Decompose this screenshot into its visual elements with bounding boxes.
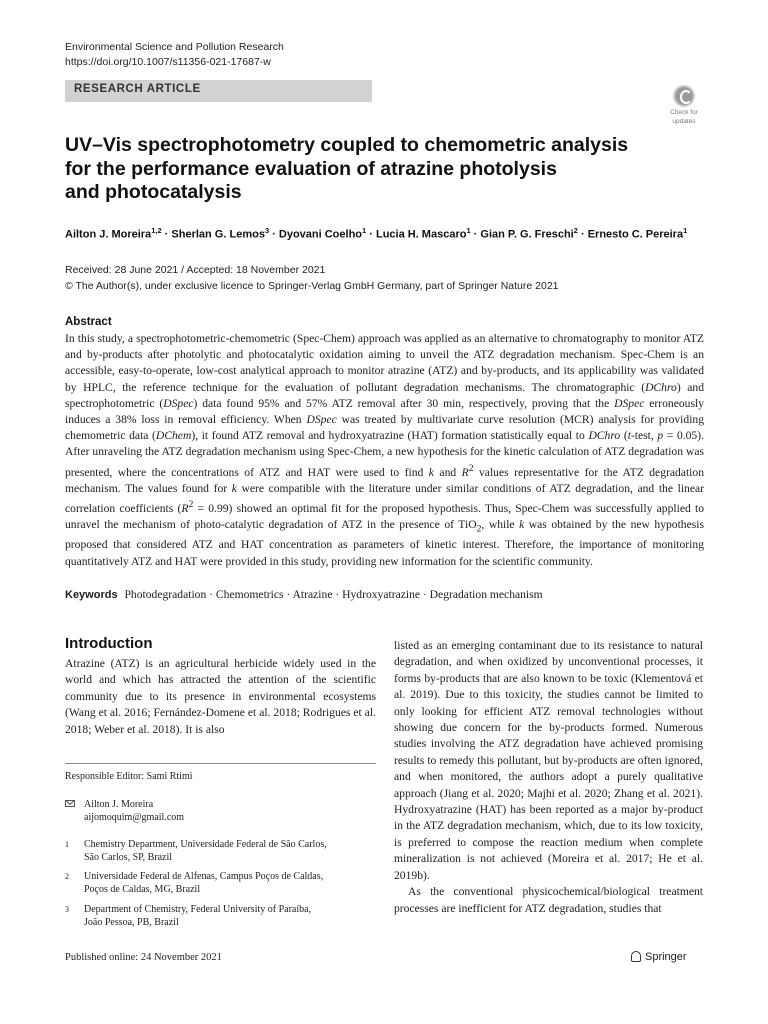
citation-link[interactable]: 2017 [626,852,650,866]
author-affiliation-mark: 3 [264,226,270,235]
italic-term: k [428,465,434,479]
italic-term: DSpec [306,413,337,427]
citation-link[interactable]: 2020 [584,786,608,800]
introduction-right-column [394,638,703,917]
affiliation-line: Department of Chemistry, Federal University of Paraíba, [84,904,312,915]
introduction-right-paragraph-2: As the conventional physicochemical/biological treatment processes are inefficient for ATZ degradation, studies that [394,885,703,915]
keywords [65,588,705,601]
introduction-heading: Introduction [65,635,153,652]
footnote-divider [65,763,376,764]
doi-link[interactable]: https://doi.org/10.1007/s11356-021-17687-w [65,56,271,68]
title-line-3: and photocatalysis [65,181,242,203]
author-name[interactable]: Ernesto C. Pereira [587,228,684,241]
affiliation-2 [65,870,376,896]
corresponding-author-note [65,798,376,824]
italic-term: DSpec [614,396,645,410]
springer-horse-icon [631,951,641,962]
check-updates-label-1: Check for [670,109,698,116]
affiliation-mark: 2 [65,872,69,881]
author-affiliation-mark: 1 [683,226,688,235]
superscript: 2 [468,462,474,474]
corresponding-author-name: Ailton J. Moreira [84,799,154,810]
article-type-banner [65,80,372,102]
introduction-right-paragraph-1: listed as an emerging contaminant due to its resistance to natural degradation, and when oxidized by unconventional processes, it forms by-products that are also known to be toxic (Klementová et al. 2019). Due to this toxicity, the studies cannot be limited to only looking for efficient ATZ removal technologies without showing due concern for the by-products formed. Numerous studies involving the ATZ degradation have achieved promising results to remedy this pollutant, but by-products are often ignored, and when monitored, the authors adopt a purely qualitative approach (Jiang et al. 2020; Majhi et al. 2020; Zhang et al. 2021). Hydroxyatrazine (HAT) has been reported as a major by-product in the ATZ degradation mechanism, which, due to its low toxicity, is preferred to compose the reaction medium when complete mineralization is not achieved (Moreira et al. 2017; He et al. 2019b). [394,639,703,882]
abstract-heading: Abstract [65,316,112,328]
affiliation-line: Universidade Federal de Alfenas, Campus Poços de Caldas, [84,871,324,882]
introduction-left-column: Atrazine (ATZ) is an agricultural herbicide widely used in the world and which has attracted the attention of the scientific community due to its presence in environmental ecosystems (Wang et al. 2016; Fernández-Domene et al. 2018; Rodrigues et al. 2018; Weber et al. 2018). It is also [65,657,376,736]
author-list: Ailton J. Moreira$^{1,2}$ · Sherlan G. Lemos$^3$ · Dyovani Coelho$^1$ · Lucia H. Mascaro$^1$ · Gian P. G. Freschi$^2$ · Ernesto C. Pereira$^1$ [65,226,688,241]
italic-term: t [627,429,631,443]
journal-header [65,40,284,70]
affiliation-mark: 3 [65,905,69,914]
italic-term: k [519,517,525,531]
author-name[interactable]: Dyovani Coelho [278,228,363,241]
author-name[interactable]: Lucia H. Mascaro [375,228,467,241]
author-affiliation-mark: 1,2 [151,226,162,235]
author-name[interactable]: Sherlan G. Lemos [171,228,265,241]
author-name[interactable]: Gian P. G. Freschi [480,228,574,241]
received-accepted-dates: Received: 28 June 2021 / Accepted: 18 November 2021 [65,264,326,276]
italic-term: p [657,429,664,443]
affiliation-line: São Carlos, SP, Brazil [84,852,173,863]
author-affiliation-mark: 1 [362,226,367,235]
published-online-date: Published online: 24 November 2021 [65,952,222,963]
italic-term: DChem [155,429,192,443]
italic-term: R [181,501,189,515]
check-updates-label-2: updates [672,118,696,125]
article-title [65,134,665,205]
publisher-name: Springer [645,951,687,963]
responsible-editor: Responsible Editor: Sami Rtimi [65,771,193,782]
title-line-1: UV–Vis spectrophotometry coupled to chemometric analysis [65,134,629,156]
journal-name: Environmental Science and Pollution Research [65,41,284,53]
subscript: 2 [476,523,482,535]
italic-term: DSpec [163,396,194,410]
citation-link[interactable]: 2018 [65,722,89,736]
copyright-notice: © The Author(s), under exclusive licence to Springer-Verlag GmbH Germany, part of Springer Nature 2021 [65,280,559,292]
author-affiliation-mark: 2 [573,226,578,235]
citation-link[interactable]: 2019 [410,688,434,702]
article-dates [65,262,559,294]
affiliation-3 [65,903,376,929]
citation-link[interactable]: 2020 [497,786,521,800]
author-name[interactable]: Ailton J. Moreira [65,228,152,241]
italic-term: DChro [645,380,677,394]
corresponding-author-email[interactable]: aijomoquim@gmail.com [84,812,185,823]
citation-link[interactable]: 2021 [673,786,697,800]
article-type-label: RESEARCH ARTICLE [74,83,201,95]
mail-icon [65,798,80,811]
superscript: 2 [188,498,194,510]
author-affiliation-mark: 1 [466,226,471,235]
keywords-heading: Keywords [65,589,118,601]
italic-term: R [461,465,469,479]
citation-link[interactable]: 2019b [394,868,423,882]
affiliation-mark: 1 [65,840,69,849]
affiliation-1 [65,838,376,864]
publisher-logo [631,951,687,963]
citation-link[interactable]: 2016 [124,706,148,720]
title-line-2: for the performance evaluation of atrazine photolysis [65,157,557,180]
check-for-updates-badge[interactable] [664,85,704,125]
italic-term: k [231,481,237,495]
check-updates-icon [673,85,695,107]
italic-term: DChro [588,429,621,443]
citation-link[interactable]: 2018 [273,706,297,720]
citation-link[interactable]: 2018 [152,722,176,736]
affiliation-line: Poços de Caldas, MG, Brazil [84,884,201,895]
abstract-text: In this study, a spectrophotometric-chemometric (Spec-Chem) approach was applied as an alternative to chromatography to monitor ATZ and by-products after photolytic and photocatalytic oxidation aiming to unveil the ATZ degradation mechanism. Spec-Chem is an accessible, easy-to-operate, low-cost analytical approach to monitor atrazine (ATZ) and by-products, and its applicability was validated by HPLC, the reference technique for the evaluation of pollutant degradation mechanisms. The chromatographic (DChro) and spectrophotometric (DSpec) data found 95% and 57% ATZ removal after 30 min, respectively, proving that the DSpec erroneously induces a 38% loss in removal efficiency. When DSpec was treated by multivariate curve resolution (MCR) analysis for providing chemometric data (DChem), it found ATZ removal and hydroxyatrazine (HAT) formation statistically equal to DChro (t-test, p = 0.05). After unraveling the ATZ degradation mechanism using Spec-Chem, a new hypothesis for the kinetic calculation of ATZ degradation was presented, where the concentrations of ATZ and HAT were used to find k and $R^2$ values representative for the ATZ degradation mechanism. The values found for k were compatible with the literature under similar conditions of ATZ degradation, and the linear correlation coefficients $(R^2 = 0.99)$ showed an optimal fit for the proposed hypothesis. Thus, Spec-Chem was successfully applied to unravel the mechanism of photo-catalytic degradation of ATZ in the presence of TiO$_2$, while k was obtained by the new hypothesis proposed that considered ATZ and HAT concentration as parameters of kinetic interest. Therefore, the importance of monitoring quantitatively ATZ and HAT were provided in this study, providing new information for the scientific community. [65,332,705,568]
affiliation-line: João Pessoa, PB, Brazil [84,917,179,928]
keywords-list: Photodegradation · Chemometrics · Atrazine · Hydroxyatrazine · Degradation mechanism [124,588,543,601]
affiliation-line: Chemistry Department, Universidade Federal de São Carlos, [84,839,327,850]
